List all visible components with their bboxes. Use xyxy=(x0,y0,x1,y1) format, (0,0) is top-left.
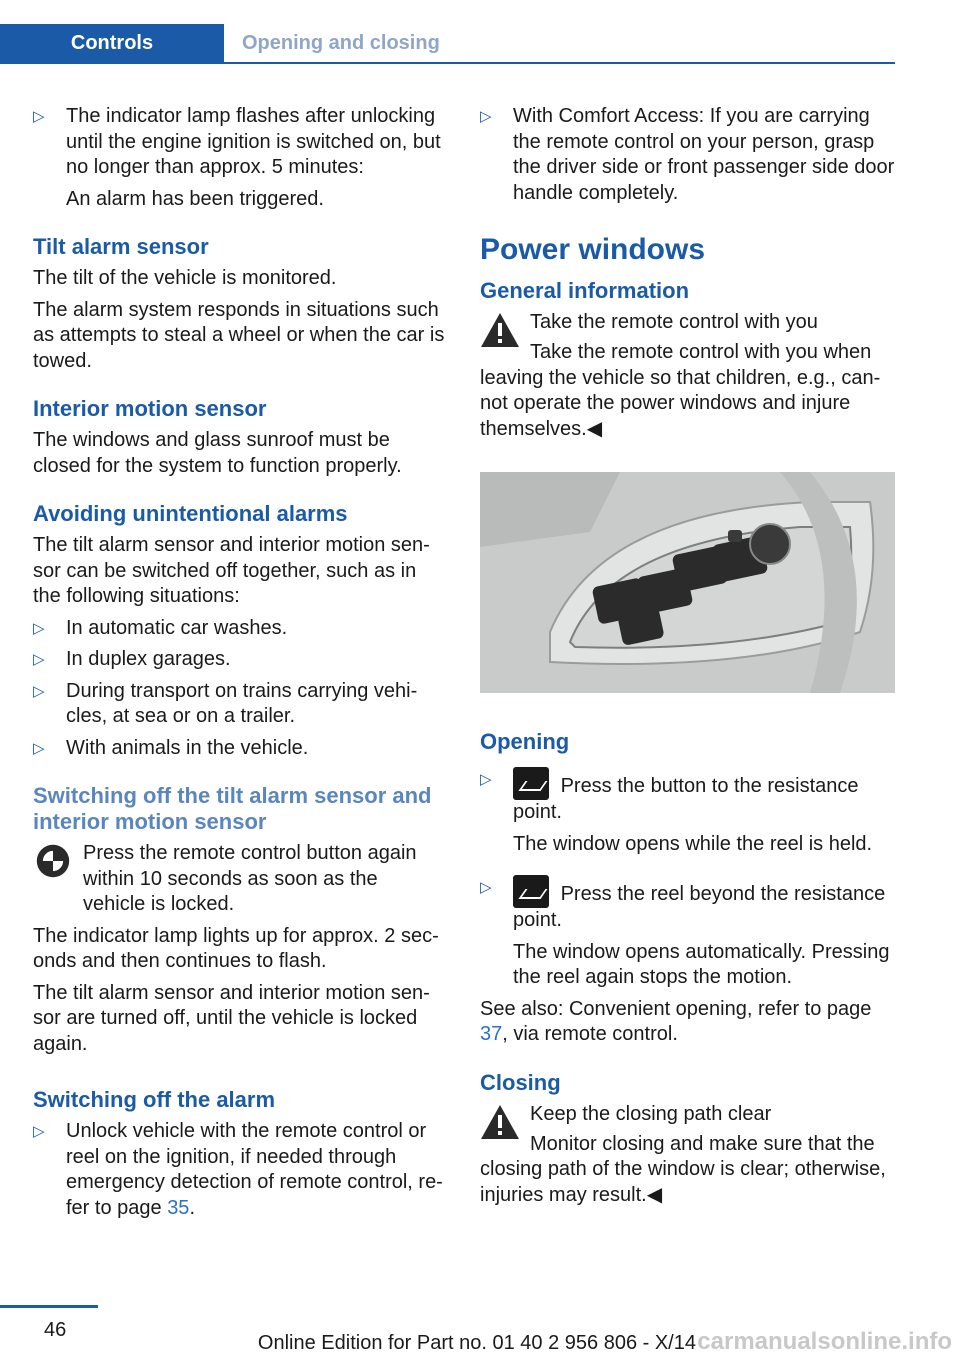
list-item xyxy=(33,647,445,673)
triangle-bullet-icon: ▷ xyxy=(480,108,492,125)
warning-note xyxy=(480,310,895,360)
warning-note xyxy=(480,1102,895,1152)
opening-list xyxy=(480,767,895,991)
watermark: carmanualsonline.info xyxy=(697,1328,952,1355)
list-item-text: The indicator lamp flashes after unlocking until the engine ignition is switched on, but no longer than approx. 5 minutes: xyxy=(66,105,441,178)
warning-icon xyxy=(480,1104,520,1140)
paragraph: Press the remote control button again within 10 seconds as soon as the vehicle is locked. xyxy=(83,842,417,915)
window-switch-icon xyxy=(513,767,549,800)
alarm-list xyxy=(33,1119,445,1221)
heading-tilt-alarm: Tilt alarm sensor xyxy=(33,234,209,259)
triangle-bullet-icon: ▷ xyxy=(33,619,45,637)
paragraph: The tilt alarm sensor and interior motion sen‐ sor can be switched off together, such as in the following situations: xyxy=(33,534,430,607)
list-item-sub: An alarm has been triggered. xyxy=(66,187,324,210)
warning-text: Monitor closing and make sure that the closing path of the window is clear; otherwise, injuries may result.◀ xyxy=(480,1132,886,1206)
paragraph: The tilt alarm sensor and interior motion sen‐ sor are turned off, until the vehicle is locked again. xyxy=(33,981,430,1055)
heading-power-windows: Power windows xyxy=(480,233,706,266)
list-item-text: With animals in the vehicle. xyxy=(66,736,309,759)
situations-list xyxy=(33,616,445,762)
page-link[interactable]: 35 xyxy=(167,1196,190,1219)
heading-switch-off-alarm: Switching off the alarm xyxy=(33,1087,276,1112)
triangle-bullet-icon: ▷ xyxy=(33,682,45,700)
page-header xyxy=(0,0,895,64)
warning-icon xyxy=(480,312,520,348)
comfort-list xyxy=(480,104,895,206)
triangle-bullet-icon: ▷ xyxy=(480,771,492,788)
list-item xyxy=(33,736,445,762)
triangle-bullet-icon: ▷ xyxy=(33,651,45,668)
heading-opening: Opening xyxy=(480,729,570,754)
triangle-bullet-icon: ▷ xyxy=(33,1123,45,1140)
door-panel-image xyxy=(480,472,895,693)
see-also-end: , via remote control. xyxy=(502,1023,678,1045)
heading-avoid-alarms: Avoiding unintentional alarms xyxy=(33,501,348,526)
list-item-sub: The window opens while the reel is held. xyxy=(513,832,873,855)
remote-button-note xyxy=(33,841,445,918)
triangle-bullet-icon: ▷ xyxy=(33,108,45,125)
list-item xyxy=(480,104,895,206)
list-item xyxy=(33,104,445,212)
triangle-bullet-icon: ▷ xyxy=(480,879,492,896)
list-item-text: In duplex garages. xyxy=(66,648,231,670)
list-item-text: With Comfort Access: If you are carrying the remote control on your person, grasp the driver side or front passenger side door handle completely. xyxy=(513,105,895,204)
heading-general-info: General information xyxy=(480,278,690,303)
list-item xyxy=(480,875,895,991)
paragraph: The alarm system responds in situations such as attempts to steal a wheel or when the car is towed. xyxy=(33,298,445,372)
warning-title: Take the remote control with you xyxy=(530,311,818,333)
window-switch-icon xyxy=(513,875,549,908)
see-also-text: See also: Convenient opening, refer to page xyxy=(480,997,872,1020)
list-item xyxy=(480,767,895,857)
page-number: 46 xyxy=(44,1319,67,1341)
heading-interior-motion: Interior motion sensor xyxy=(33,396,267,421)
warning-title: Keep the closing path clear xyxy=(530,1102,772,1125)
paragraph: The indicator lamp lights up for approx. 2 sec‐ onds and then continues to flash. xyxy=(33,924,439,972)
list-item-sub: The window opens automatically. Pressing the reel again stops the motion. xyxy=(513,940,890,988)
door-panel-illustration xyxy=(480,472,895,693)
paragraph: The windows and glass sunroof must be closed for the system to function properly. xyxy=(33,429,402,477)
subsection-tab[interactable]: Opening and closing xyxy=(242,32,440,54)
section-tab[interactable]: Controls xyxy=(0,24,224,62)
footer-rule xyxy=(0,1305,98,1308)
list-item xyxy=(33,679,445,730)
page-link[interactable]: 37 xyxy=(480,1023,503,1045)
list-item-text: Press the reel beyond the resistance point. xyxy=(513,883,886,931)
heading-switch-off-sensors: Switching off the tilt alarm sensor and interior motion sensor xyxy=(33,783,432,834)
triangle-bullet-icon: ▷ xyxy=(33,739,45,757)
list-item-text: In automatic car washes. xyxy=(66,616,288,639)
right-column xyxy=(480,104,895,1214)
list-item-end: . xyxy=(189,1196,195,1219)
left-column xyxy=(33,104,445,1227)
list-item xyxy=(33,616,445,642)
bmw-key-icon xyxy=(33,843,73,879)
list-item-text: Unlock vehicle with the remote control or reel on the ignition, if needed through emergency detection of remote control, re‐ fer to page xyxy=(66,1120,443,1219)
list-item-text: During transport on trains carrying vehi‐ cles, at sea or on a trailer. xyxy=(66,679,418,727)
see-also xyxy=(480,997,895,1048)
heading-closing: Closing xyxy=(480,1069,561,1095)
edition-text: Online Edition for Part no. 01 40 2 956 806 - X/14 xyxy=(257,1332,696,1354)
list-item-text: Press the button to the resistance point. xyxy=(513,775,859,823)
list-item xyxy=(33,1119,445,1221)
intro-list xyxy=(33,104,445,212)
warning-text: Take the remote control with you when leaving the vehicle so that children, e.g., can‐ not operate the power windows and injure themselves.◀ xyxy=(480,341,881,440)
paragraph: The tilt of the vehicle is monitored. xyxy=(33,267,337,289)
